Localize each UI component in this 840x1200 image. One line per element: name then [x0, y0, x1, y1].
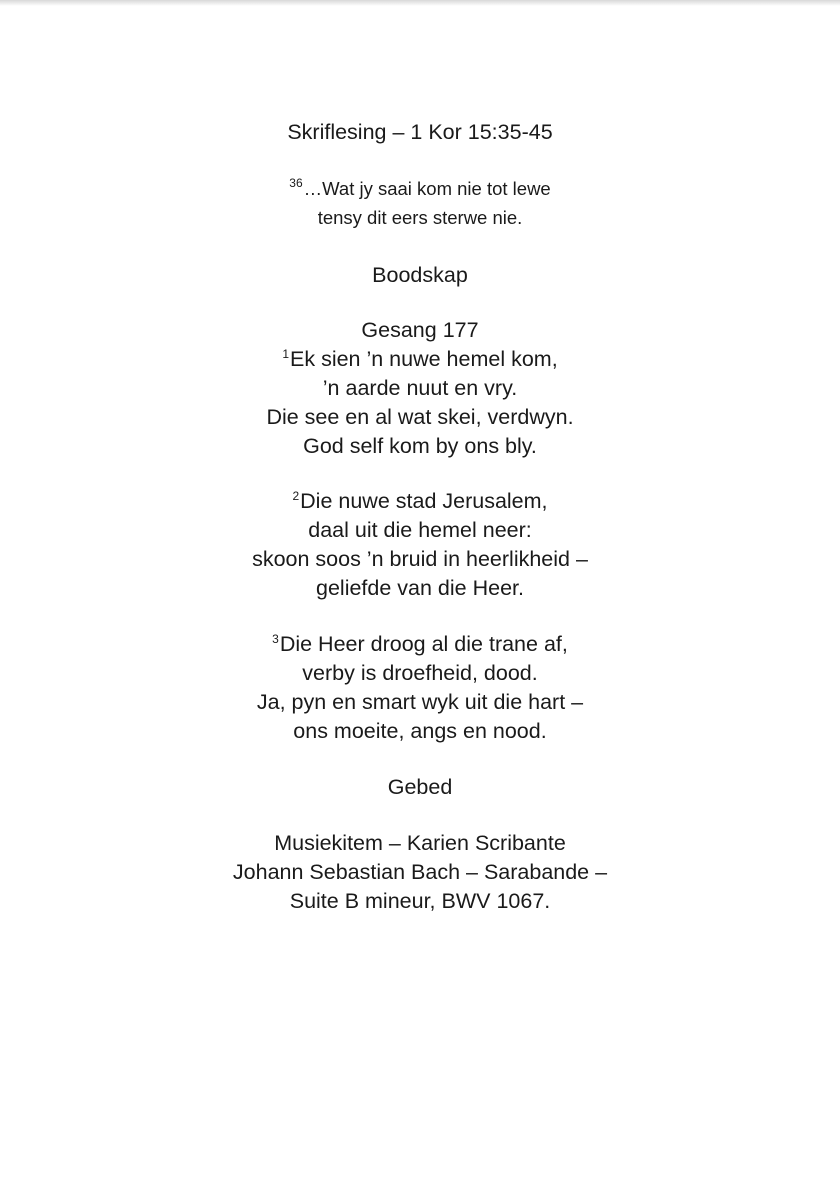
verse-number: 36	[289, 176, 303, 190]
stanza-1-line-1: $^1$Ek sien ’n nuwe hemel kom,	[282, 347, 558, 371]
scan-edge-shadow	[0, 0, 840, 6]
music-line-3: Suite B mineur, BWV 1067.	[289, 889, 551, 913]
music-line-1: Musiekitem – Karien Scribante	[274, 831, 566, 855]
stanza-3-line-4: ons moeite, angs en nood.	[293, 719, 547, 743]
scripture-verse-line-2: tensy dit eers sterwe nie.	[317, 207, 523, 228]
stanza-1-line-2: ’n aarde nuut en vry.	[322, 376, 518, 400]
stanza-number: 3	[272, 632, 279, 646]
prayer-heading: Gebed	[387, 775, 453, 799]
message-heading: Boodskap	[372, 263, 468, 287]
music-line-2: Johann Sebastian Bach – Sarabande –	[232, 860, 608, 884]
stanza-1-line-3: Die see en al wat skei, verdwyn.	[266, 405, 574, 429]
scripture-verse-line-1: $^{36}$…Wat jy saai kom nie tot lewe	[289, 176, 551, 199]
stanza-3-line-2: verby is droefheid, dood.	[302, 661, 538, 685]
stanza-3-line-1: $^3$Die Heer droog al die trane af,	[272, 632, 568, 656]
hymn-heading: Gesang 177	[361, 318, 479, 342]
stanza-1-line-4: God self kom by ons bly.	[303, 434, 537, 458]
stanza-3-line-3: Ja, pyn en smart wyk uit die hart –	[256, 690, 584, 714]
stanza-2-line-1: $^2$Die nuwe stad Jerusalem,	[292, 489, 548, 513]
stanza-2-line-2: daal uit die hemel neer:	[308, 518, 532, 542]
stanza-2-line-3: skoon soos ’n bruid in heerlikheid –	[252, 547, 588, 571]
stanza-number: 2	[292, 489, 300, 503]
scripture-heading: Skriflesing – 1 Kor 15:35-45	[287, 120, 553, 144]
stanza-number: 1	[282, 347, 289, 361]
stanza-2-line-4: geliefde van die Heer.	[316, 576, 524, 600]
